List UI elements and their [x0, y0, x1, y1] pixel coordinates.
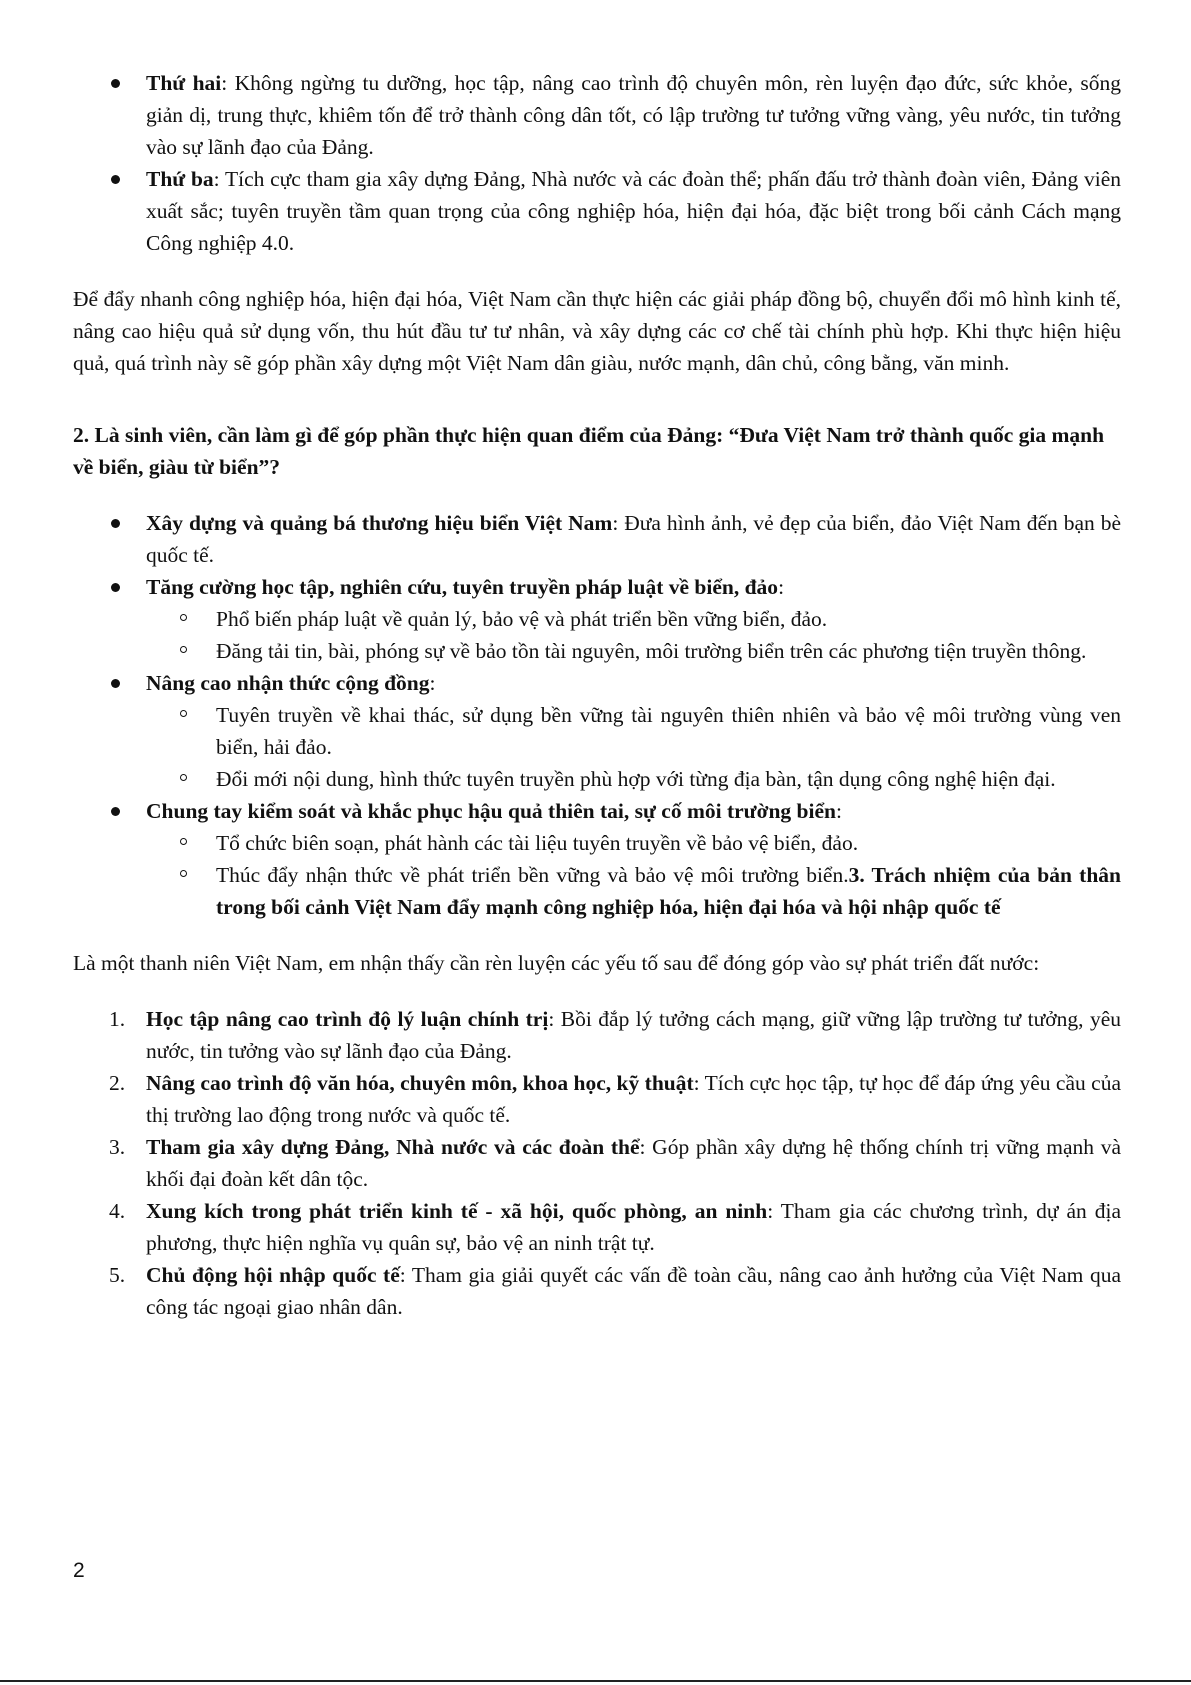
- section1-bullet-list: [73, 67, 1121, 259]
- sub-item-text: Tuyên truyền về khai thác, sử dụng bền vững tài nguyên thiên nhiên và bảo vệ môi trường vùng ven biển, hải đảo.: [216, 703, 1121, 759]
- bullet-dot-icon: [111, 679, 120, 688]
- item-bold-lead: Tham gia xây dựng Đảng, Nhà nước và các đoàn thể: [146, 1135, 640, 1159]
- item-bold-lead: Chung tay kiểm soát và khắc phục hậu quả thiên tai, sự cố môi trường biển: [146, 799, 836, 823]
- item-bold-lead: Nâng cao trình độ văn hóa, chuyên môn, khoa học, kỹ thuật: [146, 1071, 694, 1095]
- section2-bullet-list: [73, 507, 1121, 923]
- item-text: : Tích cực tham gia xây dựng Đảng, Nhà nước và các đoàn thể; phấn đấu trở thành đoàn viên, Đảng viên xuất sắc; tuyên truyền tầm quan trọng của công nghiệp hóa, hiện đại hóa, đặc biệt trong bối cảnh Cách mạng Công nghiệp 4.0.: [146, 167, 1121, 255]
- conclusion-paragraph: Để đẩy nhanh công nghiệp hóa, hiện đại hóa, Việt Nam cần thực hiện các giải pháp đồng bộ, chuyển đổi mô hình kinh tế, nâng cao hiệu quả sử dụng vốn, thu hút đầu tư tư nhân, và xây dựng các cơ chế tài chính phù hợp. Khi thực hiện hiệu quả, quá trình này sẽ góp phần xây dựng một Việt Nam dân giàu, nước mạnh, dân chủ, công bằng, văn minh.: [73, 287, 1121, 375]
- item-number: 4.: [109, 1199, 126, 1223]
- page-bottom-divider: [0, 1680, 1191, 1682]
- sub-item-text: Phổ biến pháp luật về quản lý, bảo vệ và phát triển bền vững biển, đảo.: [216, 607, 828, 631]
- numbered-item: [73, 1067, 1121, 1131]
- bullet-dot-icon: [111, 175, 120, 184]
- item-bold-lead: Xây dựng và quảng bá thương hiệu biển Việt Nam: [146, 511, 613, 535]
- section3-intro: Là một thanh niên Việt Nam, em nhận thấy cần rèn luyện các yếu tố sau để đóng góp vào sự phát triển đất nước:: [73, 951, 1040, 975]
- list-item: [73, 507, 1121, 571]
- item-text: : Bồi đắp lý tưởng cách mạng, giữ vững lập trường tư tưởng, yêu nước, tin tưởng vào sự lãnh đạo của Đảng.: [146, 1007, 1121, 1063]
- section3-heading: 3. Trách nhiệm của bản thân trong bối cảnh Việt Nam đẩy mạnh công nghiệp hóa, hiện đại hóa và hội nhập quốc tế: [216, 863, 1121, 919]
- sub-item-text: Đăng tải tin, bài, phóng sự về bảo tồn tài nguyên, môi trường biển trên các phương tiện truyền thông.: [216, 639, 1087, 663]
- bullet-dot-icon: [111, 519, 120, 528]
- list-item: [73, 67, 1121, 163]
- sub-list-item: [73, 763, 1121, 795]
- list-item: [73, 795, 1121, 827]
- sub-list-item: [73, 603, 1121, 635]
- list-item: [73, 571, 1121, 603]
- item-text: : Tham gia các chương trình, dự án địa phương, thực hiện nghĩa vụ quân sự, bảo vệ an ninh trật tự.: [146, 1199, 1121, 1255]
- section2-heading: 2. Là sinh viên, cần làm gì để góp phần thực hiện quan điểm của Đảng: “Đưa Việt Nam trở thành quốc gia mạnh về biển, giàu từ biển”?: [73, 423, 1105, 479]
- sub-item-text: Đổi mới nội dung, hình thức tuyên truyền phù hợp với từng địa bàn, tận dụng công nghệ hiện đại.: [216, 767, 1056, 791]
- list-item: [73, 667, 1121, 699]
- circle-bullet-icon: [180, 646, 187, 653]
- item-number: 2.: [109, 1071, 126, 1095]
- item-number: 1.: [109, 1007, 126, 1031]
- item-text: : Không ngừng tu dưỡng, học tập, nâng cao trình độ chuyên môn, rèn luyện đạo đức, sức khỏe, sống giản dị, trung thực, khiêm tốn để trở thành công dân tốt, có lập trường tư tưởng vững vàng, yêu nước, tin tưởng vào sự lãnh đạo của Đảng.: [146, 71, 1121, 159]
- item-text: : Góp phần xây dựng hệ thống chính trị vững mạnh và khối đại đoàn kết dân tộc.: [146, 1135, 1121, 1191]
- sub-item-text: Thúc đẩy nhận thức về phát triển bền vững và bảo vệ môi trường biển.: [216, 863, 849, 887]
- page-number: 2: [73, 1559, 85, 1582]
- item-text: : Tích cực học tập, tự học để đáp ứng yêu cầu của thị trường lao động trong nước và quốc tế.: [146, 1071, 1121, 1127]
- numbered-item: [73, 1259, 1121, 1323]
- item-bold-lead: Học tập nâng cao trình độ lý luận chính trị: [146, 1007, 549, 1031]
- item-text: :: [778, 575, 785, 599]
- numbered-item: [73, 1003, 1121, 1067]
- sub-list-item: [73, 859, 1121, 923]
- item-bold-lead: Thứ ba: [146, 167, 214, 191]
- bullet-dot-icon: [111, 79, 120, 88]
- sub-list-item: [73, 699, 1121, 763]
- item-bold-lead: Tăng cường học tập, nghiên cứu, tuyên truyền pháp luật về biển, đảo: [146, 575, 779, 599]
- circle-bullet-icon: [180, 870, 187, 877]
- numbered-item: [73, 1131, 1121, 1195]
- numbered-item: [73, 1195, 1121, 1259]
- item-bold-lead: Chủ động hội nhập quốc tế: [146, 1263, 400, 1287]
- item-text: : Đưa hình ảnh, vẻ đẹp của biển, đảo Việt Nam đến bạn bè quốc tế.: [146, 511, 1121, 567]
- item-text: :: [429, 671, 436, 695]
- circle-bullet-icon: [180, 838, 187, 845]
- bullet-dot-icon: [111, 807, 120, 816]
- circle-bullet-icon: [180, 710, 187, 717]
- section3-numbered-list: [73, 1003, 1121, 1323]
- sub-item-text: Tổ chức biên soạn, phát hành các tài liệu tuyên truyền về bảo vệ biển, đảo.: [216, 831, 859, 855]
- item-bold-lead: Xung kích trong phát triển kinh tế - xã hội, quốc phòng, an ninh: [146, 1199, 768, 1223]
- item-bold-lead: Nâng cao nhận thức cộng đồng: [146, 671, 430, 695]
- list-item: [73, 163, 1121, 259]
- sub-list-item: [73, 827, 1121, 859]
- bullet-dot-icon: [111, 583, 120, 592]
- circle-bullet-icon: [180, 614, 187, 621]
- item-bold-lead: Thứ hai: [146, 71, 222, 95]
- item-text: :: [835, 799, 842, 823]
- document-body: [73, 67, 1121, 1323]
- item-number: 5.: [109, 1263, 126, 1287]
- item-number: 3.: [109, 1135, 126, 1159]
- item-text: : Tham gia giải quyết các vấn đề toàn cầu, nâng cao ảnh hưởng của Việt Nam qua công tác ngoại giao nhân dân.: [146, 1263, 1121, 1319]
- sub-list-item: [73, 635, 1121, 667]
- circle-bullet-icon: [180, 774, 187, 781]
